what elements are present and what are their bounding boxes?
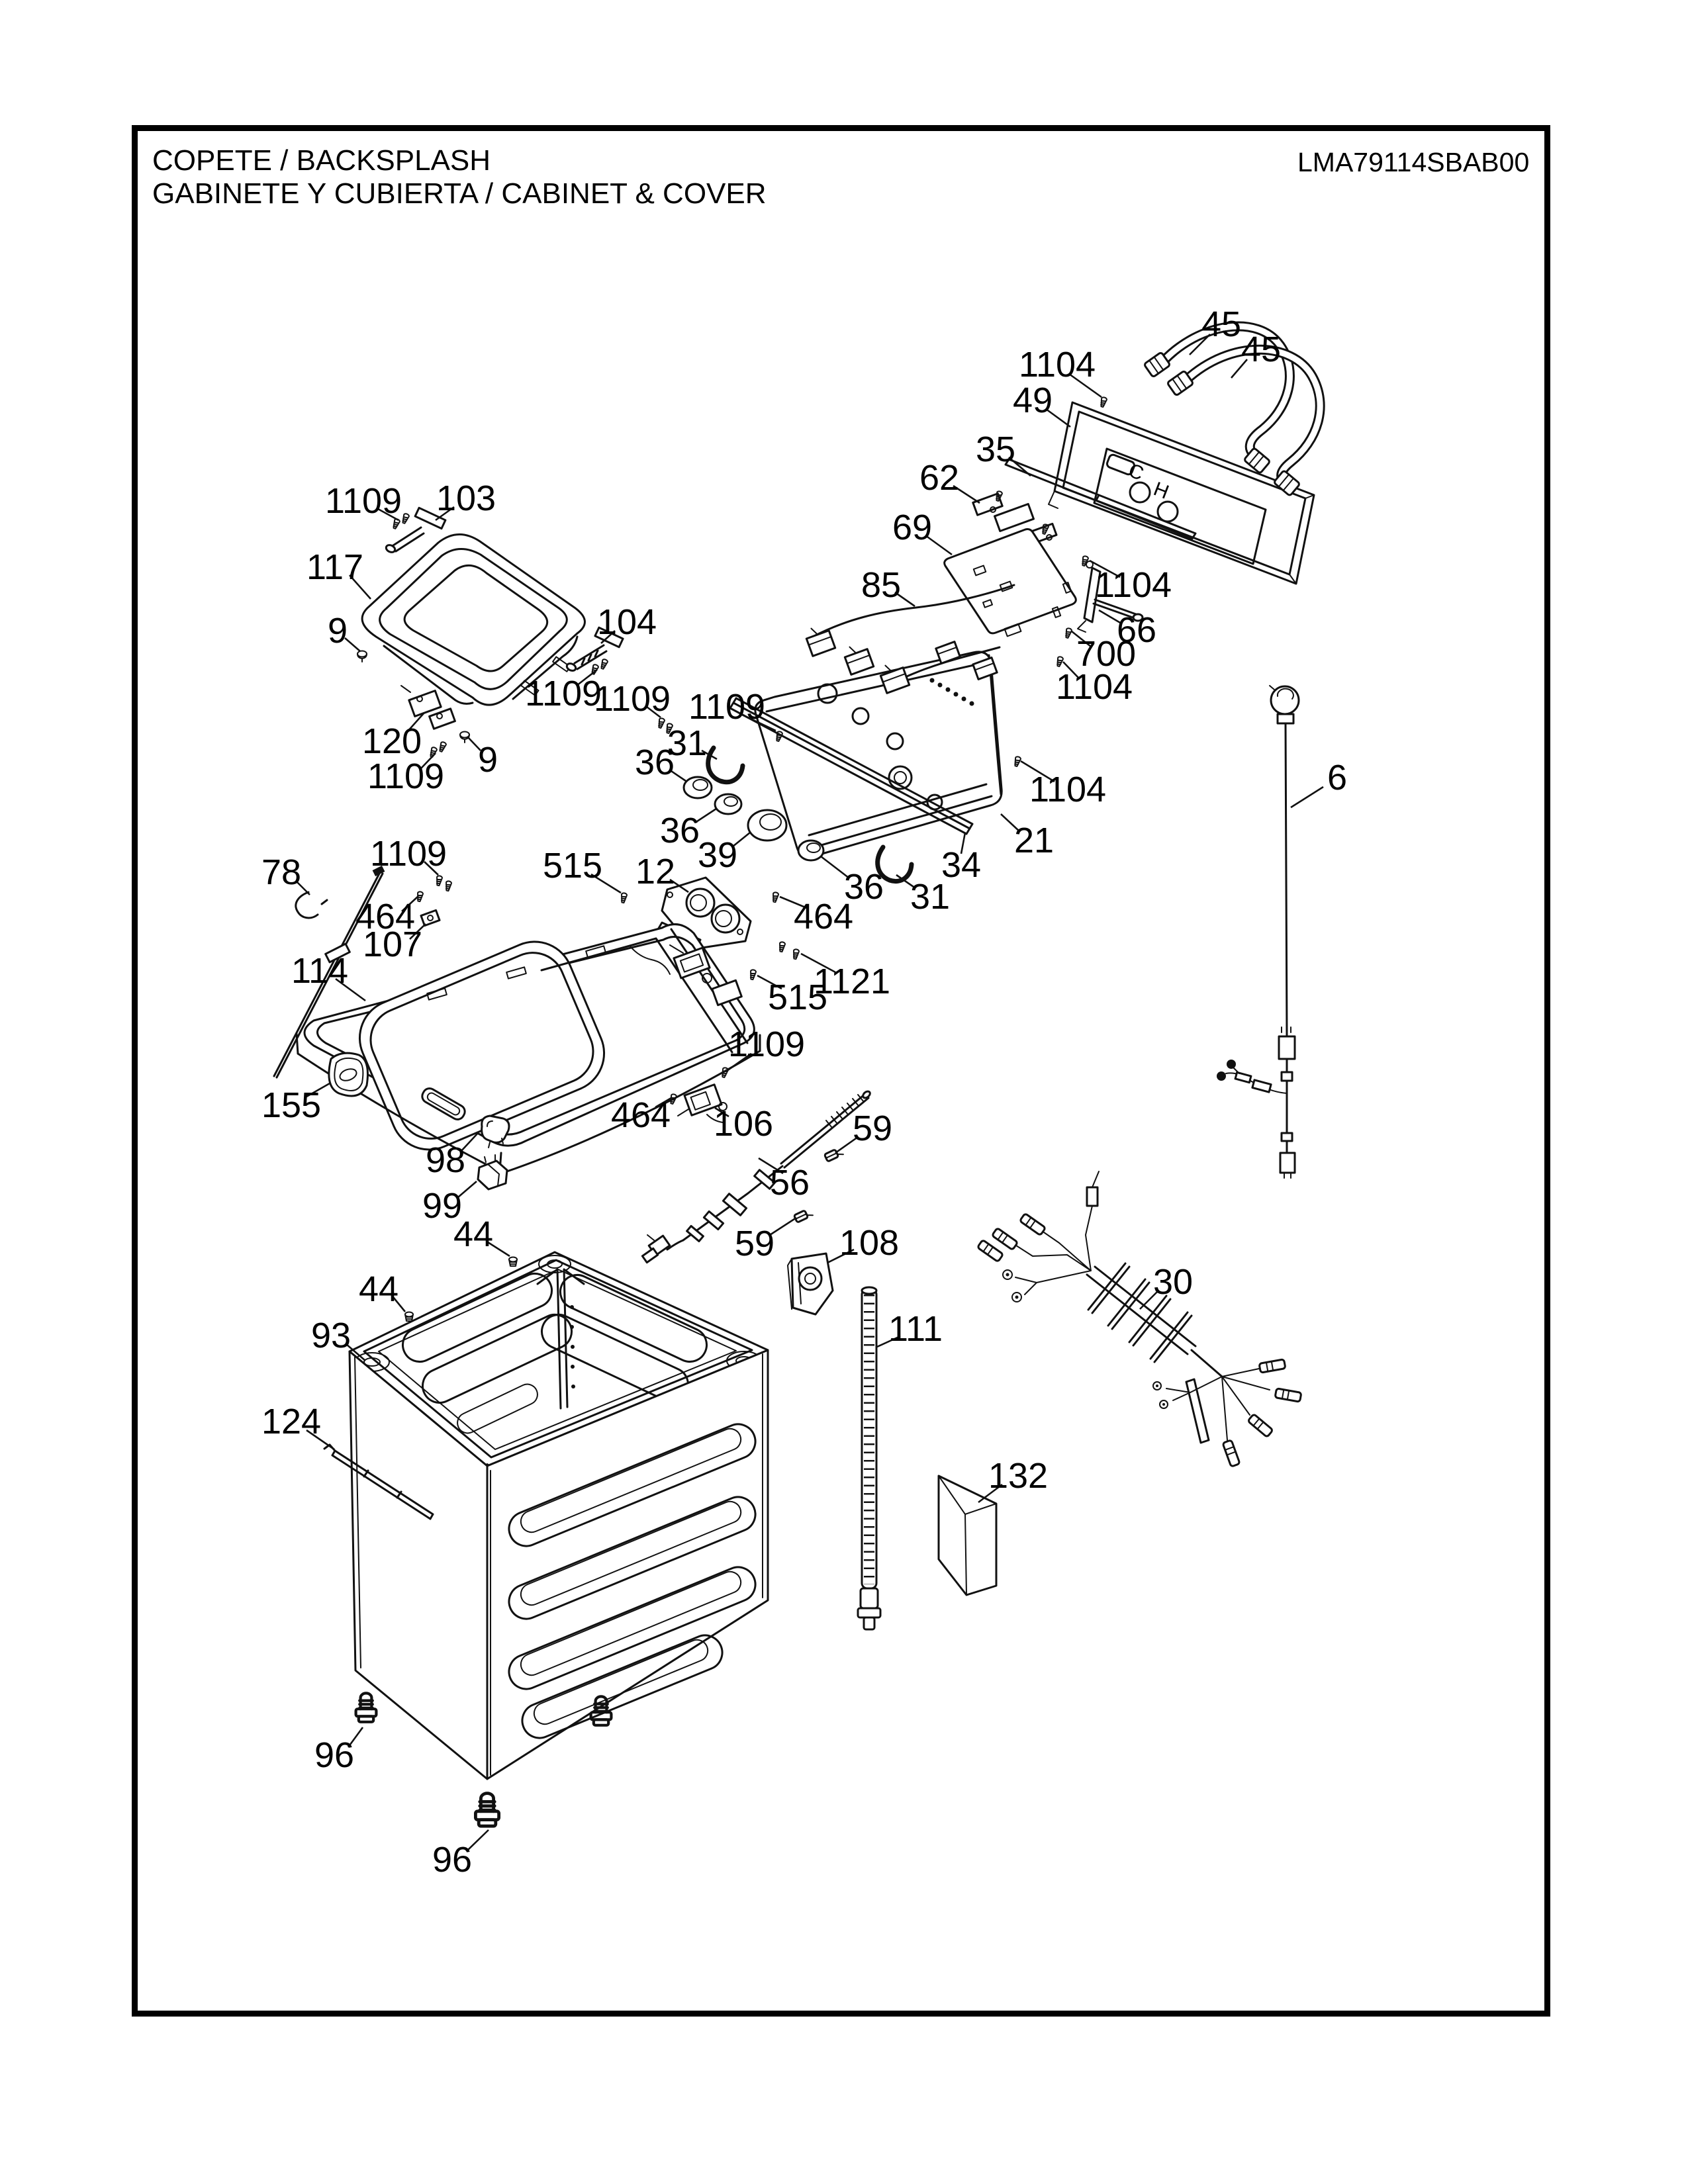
part-label-45: 45	[1201, 304, 1242, 344]
leveling-foot-96-left	[356, 1693, 377, 1721]
part-label-59: 59	[852, 1109, 893, 1148]
part-label-44: 44	[453, 1214, 494, 1254]
part-label-117: 117	[306, 547, 364, 587]
control-board-69	[945, 529, 1076, 637]
part-label-104: 104	[596, 602, 657, 642]
grommet-39	[748, 810, 786, 841]
part-label-1104: 1104	[1055, 667, 1133, 707]
part-label-700: 700	[1076, 634, 1137, 674]
part-label-120: 120	[361, 721, 422, 761]
part-label-1109: 1109	[369, 834, 447, 874]
part-label-1121: 1121	[813, 962, 891, 1001]
part-label-49: 49	[1012, 381, 1053, 420]
part-label-12: 12	[635, 852, 676, 891]
backsplash-panel-49	[1049, 402, 1314, 584]
part-label-464: 464	[610, 1095, 671, 1135]
part-label-132: 132	[988, 1456, 1049, 1496]
part-label-464: 464	[793, 897, 854, 936]
part-label-39: 39	[697, 835, 738, 875]
part-label-31: 31	[910, 877, 951, 917]
part-label-93: 93	[310, 1316, 352, 1355]
part-label-6: 6	[1327, 758, 1348, 797]
part-label-111: 111	[888, 1309, 943, 1349]
clip-59-b	[794, 1208, 813, 1222]
leveling-foot-96-front	[475, 1794, 498, 1827]
grommet-36-c	[798, 841, 823, 860]
part-label-1104: 1104	[1029, 770, 1107, 809]
grommet-36-b	[715, 794, 741, 814]
part-label-35: 35	[975, 430, 1016, 469]
part-label-1109: 1109	[524, 674, 602, 713]
part-label-9: 9	[477, 740, 498, 780]
part-label-45: 45	[1241, 330, 1282, 369]
fill-hose-111	[858, 1287, 880, 1629]
part-label-1109: 1109	[593, 679, 671, 719]
part-label-85: 85	[861, 565, 902, 605]
part-label-96: 96	[432, 1840, 473, 1880]
clip-31-a	[708, 748, 743, 782]
part-label-108: 108	[839, 1223, 900, 1263]
part-label-103: 103	[436, 478, 496, 518]
title-line1: COPETE / BACKSPLASH	[152, 144, 491, 177]
part-label-62: 62	[919, 458, 960, 498]
part-label-78: 78	[261, 852, 302, 892]
switch-99	[478, 1155, 507, 1189]
part-label-C: C	[1125, 459, 1147, 485]
part-label-106: 106	[713, 1104, 774, 1144]
part-label-124: 124	[261, 1402, 322, 1441]
part-label-515: 515	[542, 846, 603, 886]
part-label-98: 98	[425, 1140, 466, 1180]
part-label-1109: 1109	[367, 756, 445, 796]
part-label-464: 464	[355, 897, 416, 936]
pressure-hose-6	[1217, 686, 1299, 1178]
part-label-69: 69	[892, 508, 933, 547]
handle-pocket-155	[329, 1053, 368, 1096]
part-label-107: 107	[362, 925, 423, 964]
part-label-1109: 1109	[727, 1024, 806, 1064]
part-label-36: 36	[843, 867, 884, 907]
part-label-66: 66	[1116, 610, 1157, 650]
part-label-1109: 1109	[688, 687, 766, 727]
part-label-44: 44	[358, 1269, 399, 1309]
part-label-34: 34	[941, 845, 982, 885]
part-label-30: 30	[1152, 1262, 1194, 1302]
literature-pouch-132	[939, 1476, 996, 1595]
part-label-36: 36	[634, 743, 675, 782]
part-label-1109: 1109	[324, 481, 402, 521]
part-label-9: 9	[327, 611, 348, 651]
clamp-107	[421, 910, 440, 925]
part-label-59: 59	[734, 1224, 775, 1263]
part-label-515: 515	[767, 978, 828, 1017]
part-label-114: 114	[291, 951, 349, 991]
part-label-36: 36	[659, 811, 700, 850]
wire-harness-30	[977, 1171, 1301, 1467]
title-line2: GABINETE Y CUBIERTA / CABINET & COVER	[152, 177, 767, 210]
part-label-1104: 1104	[1094, 565, 1172, 605]
part-label-99: 99	[422, 1186, 463, 1226]
part-label-155: 155	[261, 1085, 322, 1125]
part-label-96: 96	[314, 1735, 355, 1775]
cabinet-93	[350, 1252, 768, 1779]
part-label-1104: 1104	[1018, 345, 1096, 385]
leader-line-6	[1291, 787, 1323, 807]
part-label-31: 31	[667, 723, 708, 763]
grommet-36-a	[684, 777, 712, 798]
funnel-108	[788, 1253, 833, 1314]
part-code: LMA79114SBAB00	[1297, 147, 1530, 177]
part-label-21: 21	[1013, 821, 1055, 860]
part-label-56: 56	[769, 1163, 810, 1203]
part-label-H: H	[1150, 478, 1172, 504]
